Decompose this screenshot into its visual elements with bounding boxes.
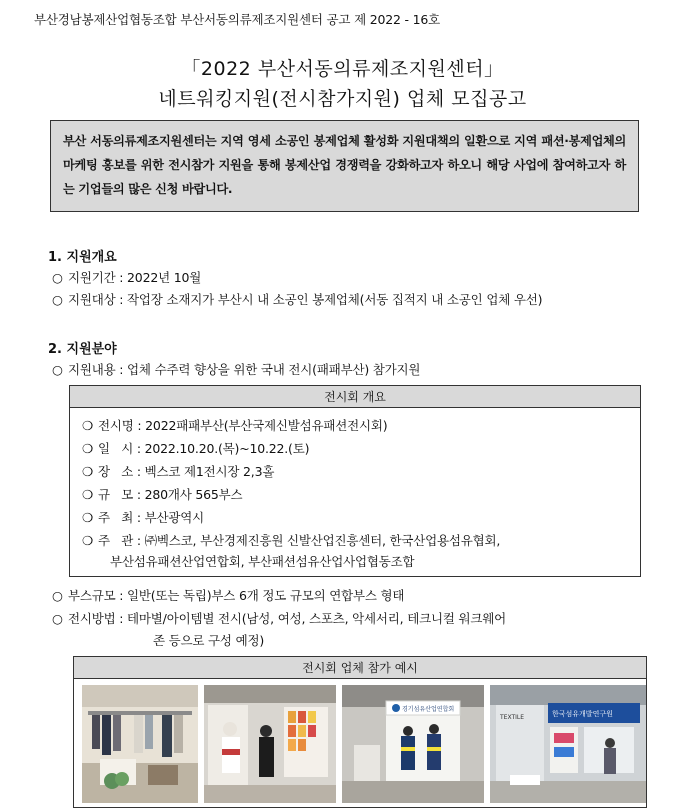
bullet-ring: ❍ [82,441,94,456]
exhibition-row-name [82,416,387,434]
exhibition-overview-box [69,385,641,577]
bullet-circle: ○ [52,588,63,603]
photo-example-box [73,656,647,808]
bullet-ring: ❍ [82,418,94,433]
bullet-circle: ○ [52,611,63,626]
page-title-line1: 「2022 부산서동의류제조지원센터」 [181,58,504,80]
intro-text: 부산 서동의류제조지원센터는 지역 영세 소공인 봉제업체 활성화 지원대책의 일환으로 지역 패션·봉제업체의 마케팅 홍보를 위한 전시참가 지원을 통해 봉제산업 경쟁력을 강화하고자 하오니 해당 사업에 참여하고자 하는 기업들의 많은 신청 바랍니다. [63,134,626,196]
booth-photo-2 [204,685,336,803]
page-title-line2: 네트워킹지원(전시참가지원) 업체 모집공고 [158,88,527,110]
exhibition-row-text: 주 관 : ㈜벡스코, 부산경제진흥원 신발산업진흥센터, 한국산업용섬유협회, [98,533,501,548]
exhibition-row-host [82,508,204,526]
exhibit-method-text: 전시방법 : 테마별/아이템별 전시(남성, 여성, 스포츠, 악세서리, 테크니컬 워크웨어 [68,611,506,626]
exhibit-method-continued: 존 등으로 구성 예정) [153,633,264,648]
booth-photo-1 [82,685,198,803]
photo4-textile-text: TEXTILE [500,714,525,721]
bullet-circle: ○ [52,362,63,377]
support-content-text: 지원내용 : 업체 수주력 향상을 위한 국내 전시(패패부산) 참가지원 [68,362,421,377]
exhibition-row-scale [82,485,242,503]
photo3-sign-text: 경기섬유산업연합회 [402,706,455,713]
booth-scale-text: 부스규모 : 일반(또는 독립)부스 6개 정도 규모의 연합부스 형태 [68,588,405,603]
exhibition-row-organizer-continued: 부산섬유패션산업연합회, 부산패션섬유산업사업협동조합 [110,554,415,569]
booth-scale-line [52,586,404,604]
exhibition-overview-header: 전시회 개요 [70,386,640,408]
exhibition-row-text: 주 최 : 부산광역시 [98,510,205,525]
exhibition-row-text: 일 시 : 2022.10.20.(목)~10.22.(토) [98,441,310,456]
photo-strip [82,685,640,803]
exhibition-row-text: 전시명 : 2022패패부산(부산국제신발섬유패션전시회) [98,418,388,433]
exhibition-row-text: 장 소 : 벡스코 제1전시장 2,3홀 [98,464,275,479]
support-period-line [52,268,201,286]
support-content-line [52,360,420,378]
support-target-line [52,290,542,308]
exhibition-row-organizer [82,531,500,549]
bullet-ring: ❍ [82,464,94,479]
section1-title: 1. 지원개요 [48,250,117,265]
booth-photo-3 [342,685,484,803]
bullet-ring: ❍ [82,510,94,525]
booth-photo-4 [490,685,646,803]
notice-number: 부산경남봉제산업협동조합 부산서동의류제조지원센터 공고 제 2022 - 16호 [34,12,440,27]
bullet-circle: ○ [52,292,63,307]
bullet-circle: ○ [52,270,63,285]
photo-example-header: 전시회 업체 참가 예시 [74,657,646,679]
exhibition-row-venue [82,462,274,480]
intro-box [50,120,639,212]
exhibition-row-text: 규 모 : 280개사 565부스 [98,487,243,502]
section2-title: 2. 지원분야 [48,342,117,357]
photo4-sign-text: 한국섬유개발연구원 [552,710,613,718]
exhibit-method-line [52,609,506,627]
support-period-text: 지원기간 : 2022년 10월 [68,270,202,285]
bullet-ring: ❍ [82,487,94,502]
bullet-ring: ❍ [82,533,94,548]
support-target-text: 지원대상 : 작업장 소재지가 부산시 내 소공인 봉제업체(서동 집적지 내 소공인 업체 우선) [68,292,543,307]
exhibition-row-date [82,439,309,457]
